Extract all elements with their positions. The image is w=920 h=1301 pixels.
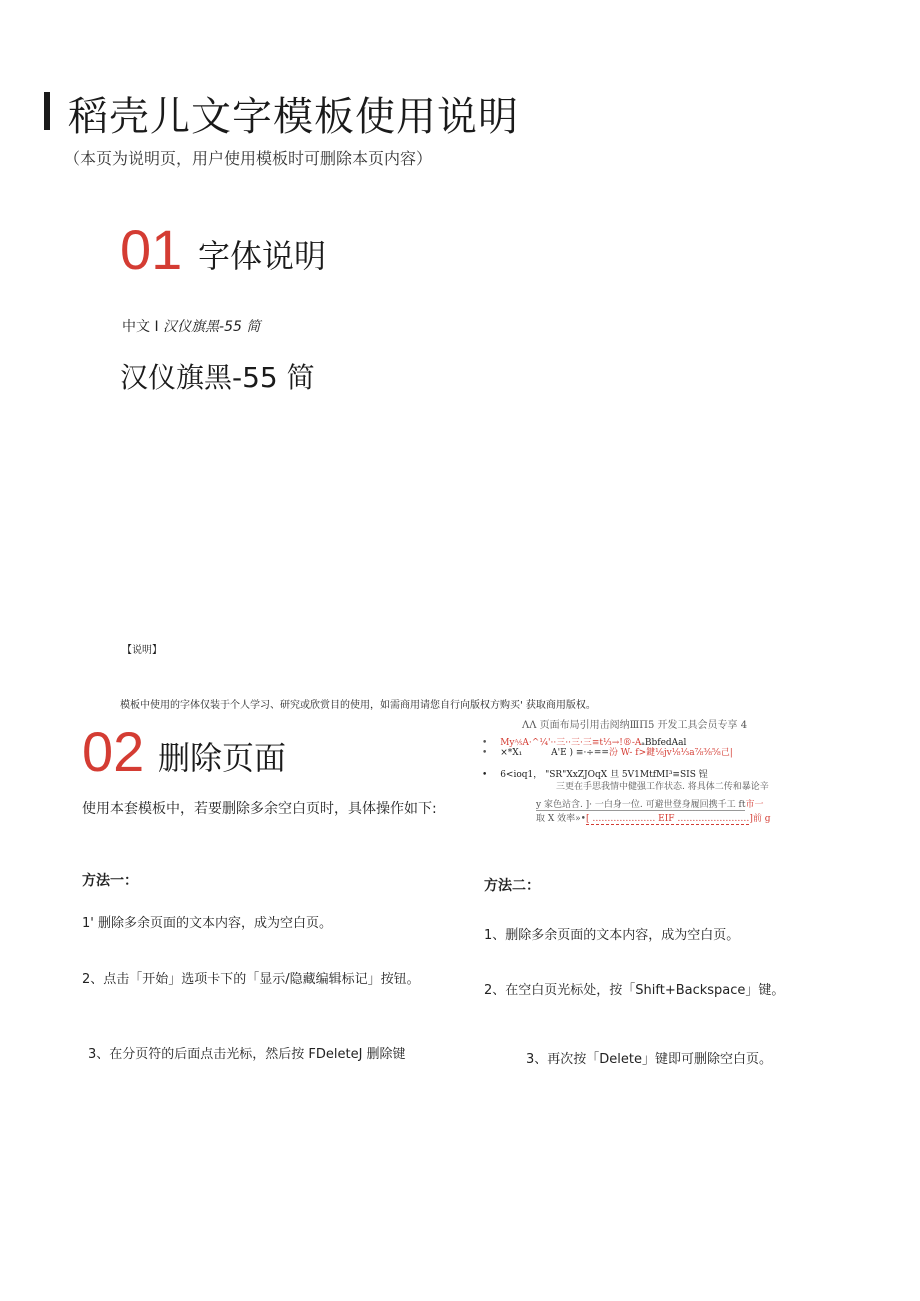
garbled-line-x-dots: [ ………………… EIF …………………… [585, 814, 750, 824]
garbled-bullet-2-red: 汾 W- f>鍵⅛jv⅛⅓a⅞⅜⅝己| [608, 748, 733, 758]
method2-step-2: 2、在空白页光标处，按「Shift+Backspace」键。 [484, 983, 785, 998]
note-body: 模板中使用的字体仅装于个人学习、研究或欣赏目的使用，如需商用请您自行向版权方购买' 获取商用版权。 [120, 700, 596, 711]
font-sample: 汉仪旗黑-55 简 [120, 361, 315, 394]
garbled-line-cn: 三更在手思我情中健强工作状态. 将具体二传和暴论辛 [556, 782, 769, 792]
page-title: 稻壳儿文字模板使用说明 [68, 94, 519, 140]
method1-title: 方法一： [82, 873, 138, 889]
garbled-bullet-1-red: My⅍A·^¼'··三··三·三≡t⅓→!®-A [500, 738, 642, 748]
method1-step-1: 1' 删除多余页面的文本内容，成为空白页。 [82, 916, 332, 931]
title-accent-bar [44, 92, 50, 130]
note-title: 【说明】 [122, 645, 162, 656]
method1-step-3: 3、在分页符的后面点击光标，然后按 FDeleteJ 删除键 [88, 1047, 406, 1062]
garbled-line-1: ΛΛ 页面布局引用击阅纳ⅢΠ5 开发工具会员专享 4 [522, 720, 748, 731]
garbled-line-x [536, 811, 771, 825]
garbled-bullet-1-dark: ₐBbfedAal [641, 738, 687, 748]
font-label [122, 316, 260, 336]
section2-heading: 删除页面 [158, 739, 287, 777]
section1-number: 01 [120, 218, 183, 281]
page-subtitle: （本页为说明页，用户使用模板时可删除本页内容） [64, 149, 433, 168]
section2-number: 02 [82, 720, 145, 783]
garbled-line-y-text: y 家色站含. ]· 一白身一位. 可避世登身履回携千工 ft [536, 800, 746, 810]
garbled-bullet-2 [482, 745, 733, 758]
bullet-dot: • [482, 748, 488, 758]
method2-step-1: 1、删除多余页面的文本内容，成为空白页。 [484, 928, 740, 943]
bullet-dot: • [482, 770, 488, 780]
font-label-name: 汉仪旗黑-55 简 [163, 319, 261, 335]
garbled-line-x-tail: ]前 g [749, 814, 771, 824]
garbled-bullet-2-mid: A'E ) ≡·÷== [551, 748, 609, 758]
garbled-line-y-red: 市一 [745, 800, 764, 810]
garbled-line-x-prefix: 取 X 效率»• [536, 814, 586, 824]
garbled-bullet-3-text: 6<ioq1， "SR"XxZJOqX 旦 5V1MtfMI³≡SIS 锃 [500, 770, 708, 780]
section2-intro: 使用本套模板中，若要删除多余空白页时，具体操作如下: [82, 801, 437, 817]
method2-title: 方法二： [484, 878, 540, 894]
method1-step-2: 2、点击「开始」选项卡下的「显示/隐藏编辑标记」按钮。 [82, 972, 420, 987]
garbled-bullet-2-left: ×*X₁ [500, 748, 523, 758]
method2-step-3: 3、再次按「Delete」键即可删除空白页。 [526, 1052, 772, 1067]
bullet-dot: • [482, 738, 488, 748]
section1-heading: 字体说明 [198, 237, 327, 275]
garbled-line-y [536, 797, 763, 810]
font-label-prefix: 中文 I [122, 319, 164, 335]
